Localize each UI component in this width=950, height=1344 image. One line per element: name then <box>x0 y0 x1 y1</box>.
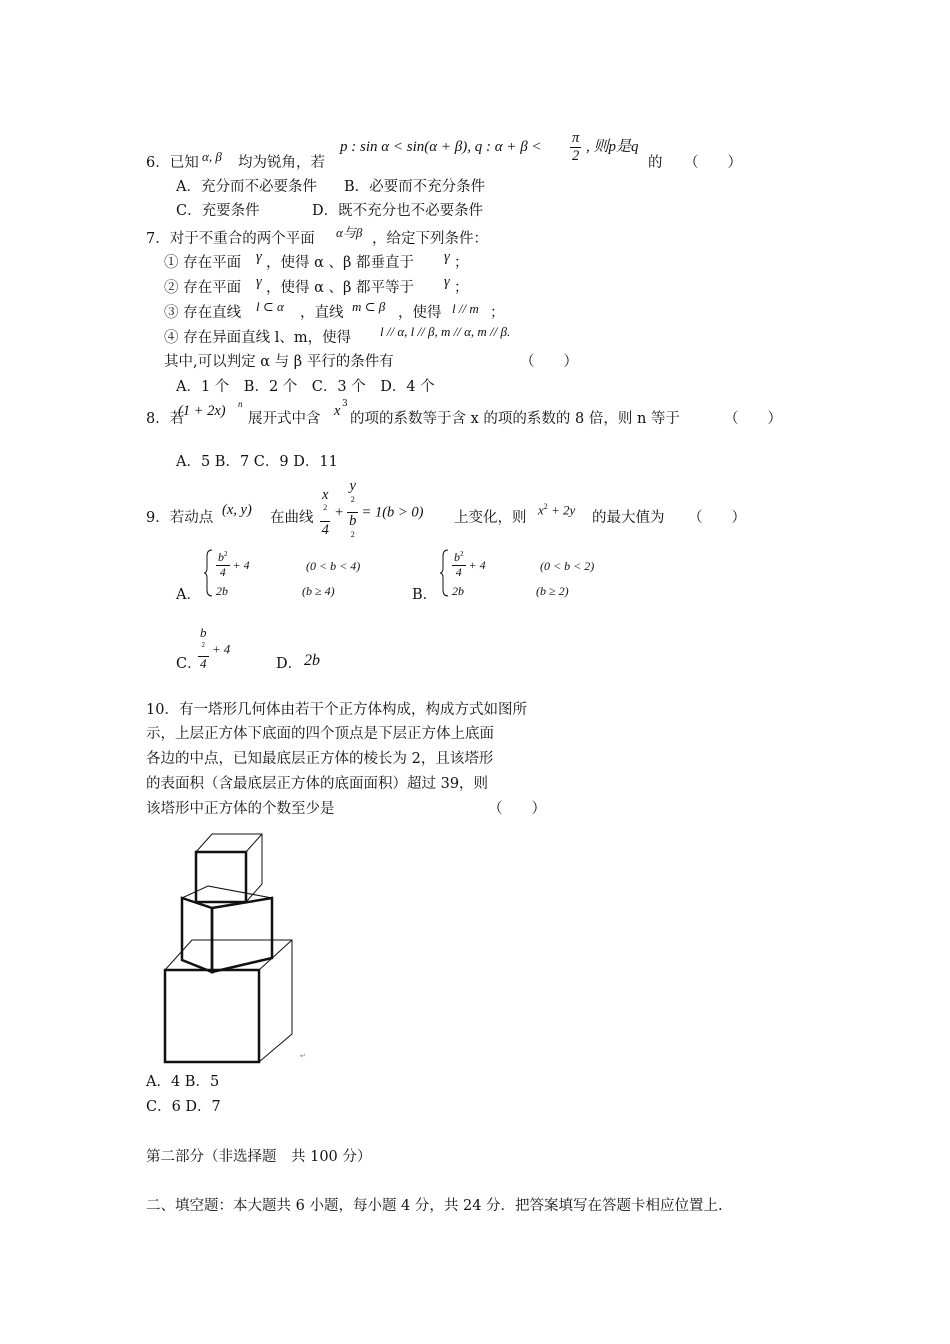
q9-x: x <box>322 486 329 503</box>
q9-option-b-bot-cond: (b ≥ 2) <box>536 584 569 598</box>
q9-option-b-top-plus: + 4 <box>468 557 486 572</box>
q9-option-a-top-plus: + 4 <box>232 557 250 572</box>
q9-eq: = 1(b > 0) <box>361 504 424 521</box>
q9-option-a-bot-cond: (b ≥ 4) <box>302 584 335 598</box>
q8-mid: 展开式中含 <box>248 411 321 427</box>
q8-tail: 的项的系数等于含 x 的项的系数的 8 倍，则 n 等于 <box>350 411 680 427</box>
q6-option-c: C．充要条件 <box>176 203 260 219</box>
q9-option-b-top: $\frac{b^2}{4}$ + 4 <box>454 550 486 579</box>
q9-option-c-expr: b $^2$ 4 + 4 <box>200 625 231 672</box>
q10-tower-figure <box>160 828 320 1068</box>
q7-cond3-c: ，使得 <box>398 305 442 321</box>
q9-option-c-plus: + 4 <box>211 641 231 657</box>
q8-options: A．5 B．7 C．9 D．11 <box>176 454 338 470</box>
q9-option-a-brace <box>204 548 214 598</box>
q8-answer-paren: （ ） <box>724 411 782 427</box>
q8-x-exp: 3 <box>342 399 348 409</box>
q9-option-a-top-cond: (0 < b < 4) <box>306 559 361 573</box>
q7-cond2-b: ，使得 α 、β 都平等于 <box>266 280 415 296</box>
q9-option-a-top: $\frac{b^2}{4}$ + 4 <box>218 550 250 579</box>
q9-option-b-label: B． <box>412 587 438 603</box>
q9-option-c-label: C． <box>176 656 202 672</box>
q9-option-b-top-cond: (0 < b < 2) <box>540 559 595 573</box>
q10-line3: 各边的中点，已知最底层正方体的棱长为 2，且该塔形 <box>146 751 494 767</box>
q9-option-a-bot: 2b <box>216 584 228 598</box>
top-cube <box>196 834 262 902</box>
q9-tail2: 的最大值为 <box>592 510 665 526</box>
q7-cond1-gamma2: γ <box>444 249 450 265</box>
q10-line2: 示，上层正方体下底面的四个顶点是下层正方体上底面 <box>146 726 494 742</box>
q6-option-b: B．必要而不充分条件 <box>344 179 486 195</box>
q9-mid: 在曲线 <box>270 510 314 526</box>
q7-cond3-d: ； <box>490 305 505 321</box>
q8-x: x <box>334 403 341 419</box>
q6-frac <box>570 130 581 164</box>
q7-cond1-gamma: γ <box>256 249 262 265</box>
q10-line1: 10．有一塔形几何体由若干个正方体构成，构成方式如图所 <box>146 702 527 718</box>
figure-mark: ↵ <box>300 1052 306 1060</box>
q6-frac-num: π <box>572 130 580 146</box>
q7-cond4-a: ④ 存在异面直线 l、m，使得 <box>164 330 352 346</box>
q6-suffix: 的 <box>648 155 663 171</box>
q9-curve: x $^2$ 4 + y $^2$ b $^2$ = 1(b > 0) <box>321 478 424 539</box>
q8-expr: (1 + 2x) <box>178 403 226 419</box>
q7-cond3-m2: m ⊂ β <box>352 299 386 314</box>
q10-options-ab: A．4 B．5 <box>146 1074 220 1090</box>
q6-greek: α, β <box>202 149 222 164</box>
q8-prefix: 8．若 <box>146 411 185 427</box>
q9-prefix: 9．若动点 <box>146 510 214 526</box>
q9-target: $x^2 + 2y$ <box>538 502 576 518</box>
q6-option-d: D．既不充分也不必要条件 <box>312 203 484 219</box>
q10-line4: 的表面积（含最底层正方体的底面面积）超过 39，则 <box>146 776 489 792</box>
q9-option-b-brace <box>440 548 450 598</box>
q9-option-b-bot: 2b <box>452 584 464 598</box>
q10-answer-paren: （ ） <box>488 801 546 817</box>
part2-heading: 第二部分（非选择题 共 100 分） <box>146 1149 372 1165</box>
q7-cond2-gamma2: γ <box>444 274 450 290</box>
q7-stem: 7．对于不重合的两个平面 <box>146 231 315 247</box>
q9-point: (x, y) <box>222 502 252 518</box>
q6-option-a: A．充分而不必要条件 <box>176 179 317 195</box>
q8-exp: n <box>238 399 243 409</box>
q6-answer-paren: （ ） <box>684 155 742 171</box>
q7-cond2-a: ② 存在平面 <box>164 280 242 296</box>
q7-planes: α与β <box>336 225 363 240</box>
q9-option-a-label: A． <box>176 587 201 603</box>
q7-cond3-m3: l // m <box>452 301 479 316</box>
q9-tail1: 上变化，则 <box>454 510 527 526</box>
q9-target-2y: + 2y <box>551 502 576 518</box>
q9-option-c-den: 4 <box>200 656 207 672</box>
q6-prefix: 6．已知 <box>146 155 199 171</box>
q7-cond1-a: ① 存在平面 <box>164 255 242 271</box>
q9-den4: 4 <box>321 521 329 538</box>
q7-answer-paren: （ ） <box>520 354 578 370</box>
q9-answer-paren: （ ） <box>688 510 746 526</box>
q6-formula: p : sin α < sin(α + β), q : α + β < <box>340 139 542 155</box>
q9-target-x: x <box>538 502 544 518</box>
q7-cond2-c: ； <box>454 280 469 296</box>
q6-mid: 均为锐角，若 <box>238 155 325 171</box>
q6-formula-tail: , 则p是q <box>586 139 639 155</box>
q7-cond1-c: ； <box>454 255 469 271</box>
q10-options-cd: C．6 D．7 <box>146 1099 221 1115</box>
q7-cond4-m: l // α, l // β, m // α, m // β. <box>380 324 511 339</box>
q7-cond3-b: ，直线 <box>300 305 344 321</box>
q6-frac-den: 2 <box>572 147 580 164</box>
q7-cond3-m1: l ⊂ α <box>256 299 284 314</box>
q9-y: y <box>349 478 356 494</box>
q7-cond3-a: ③ 存在直线 <box>164 305 242 321</box>
q7-ask: 其中,可以判定 α 与 β 平行的条件有 <box>164 354 394 370</box>
q7-options: A．1 个 B．2 个 C．3 个 D．4 个 <box>176 379 435 395</box>
q9-option-d-val: 2b <box>304 652 320 669</box>
q9-option-c-num: b <box>200 625 207 640</box>
q9-b: b <box>349 513 357 530</box>
q7-cond1-b: ，使得 α 、β 都垂直于 <box>266 255 415 271</box>
q9-option-d-label: D． <box>276 656 303 672</box>
q7-cond2-gamma: γ <box>256 274 262 290</box>
q10-line5: 该塔形中正方体的个数至少是 <box>146 801 335 817</box>
q7-stem-tail: ，给定下列条件： <box>372 231 488 247</box>
section2-heading: 二、填空题：本大题共 6 小题，每小题 4 分，共 24 分．把答案填写在答题卡相应位置上. <box>146 1198 723 1214</box>
